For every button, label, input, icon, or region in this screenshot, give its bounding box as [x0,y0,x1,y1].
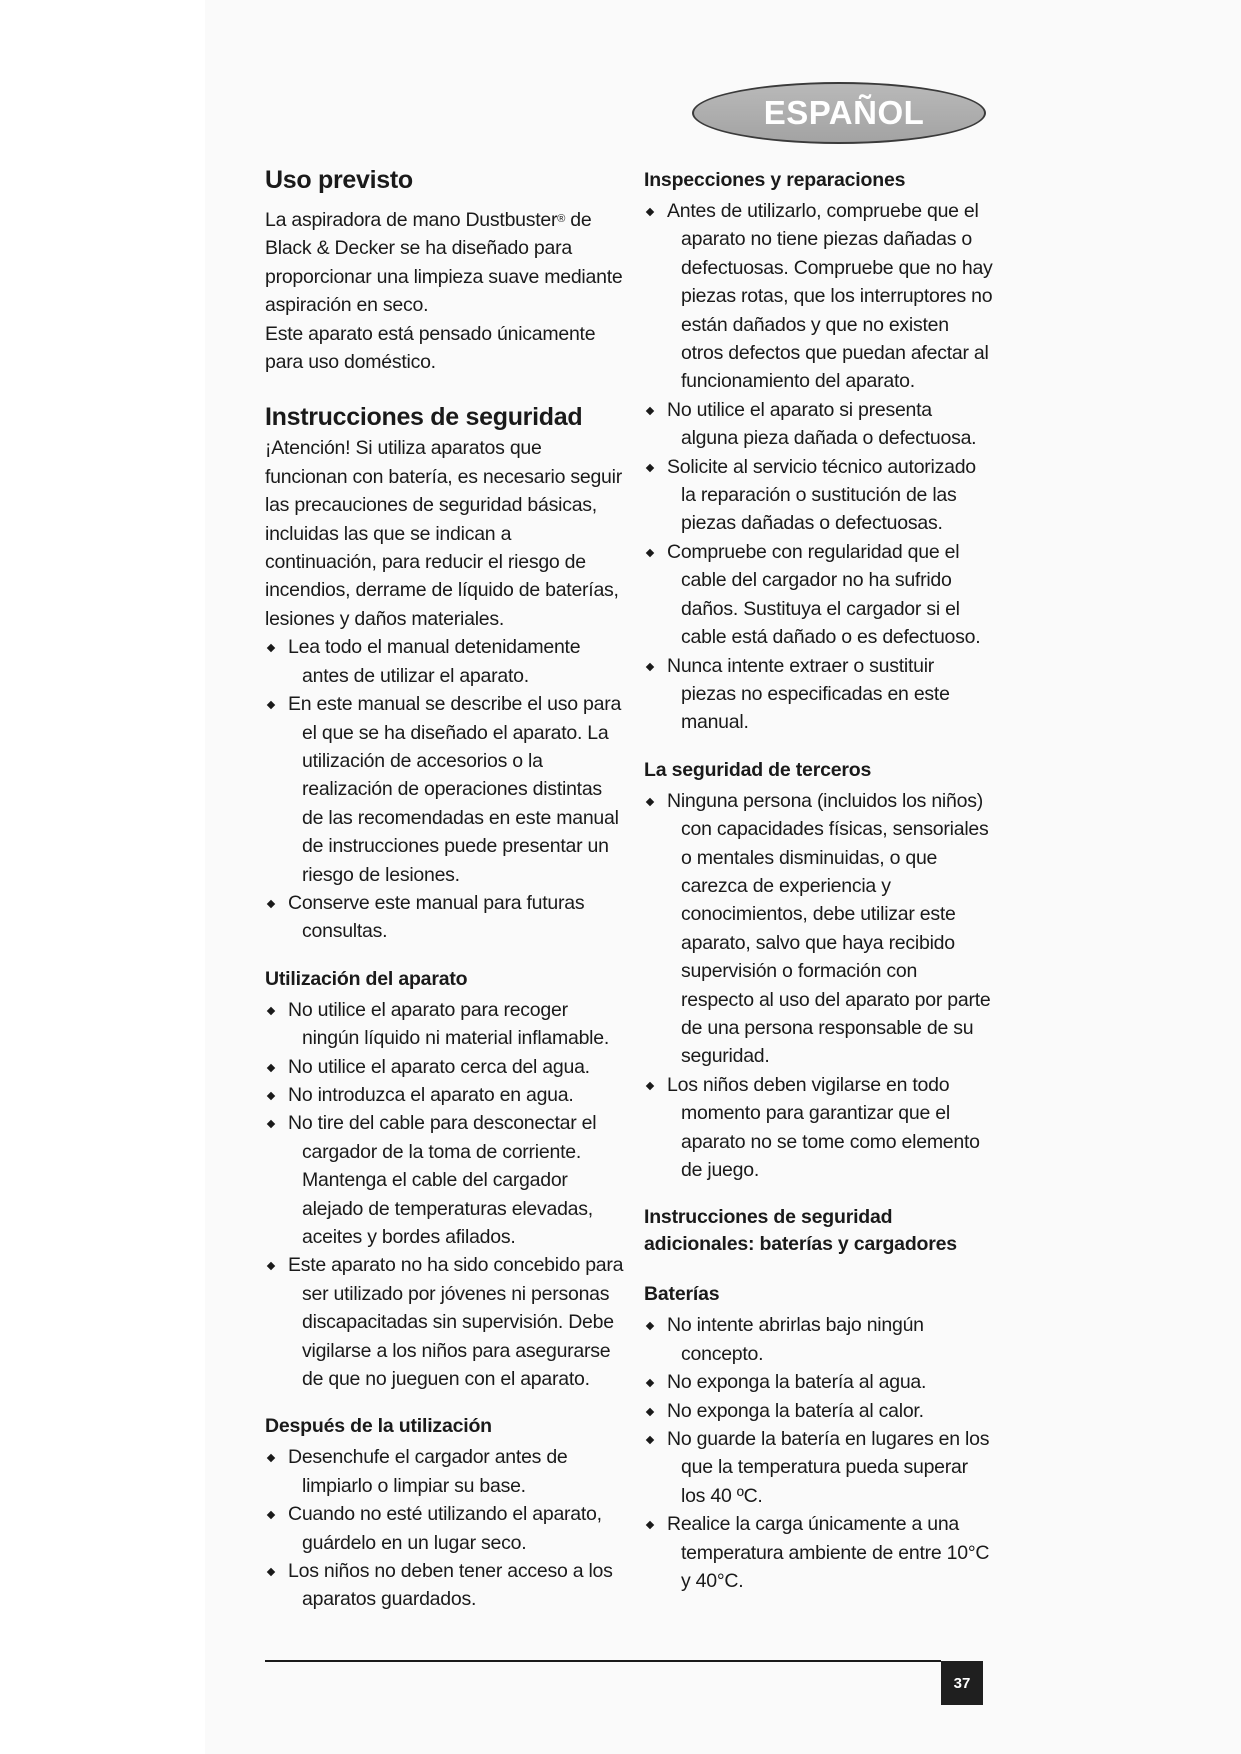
uso-previsto-heading: Uso previsto [265,166,413,194]
list-item: Cuando no esté utilizando el aparato, guárdelo en un lugar seco. [265,1500,625,1557]
page-number [941,1661,983,1705]
list-item: En este manual se describe el uso para el que se ha diseñado el aparato. La utilización de accesorios o la realización de operaciones distintas de las recomendadas en este manual de instrucciones puede presentar un riesgo de lesiones. [265,690,625,889]
uso-previsto-paragraph [265,205,625,320]
list-item: Conserve este manual para futuras consultas. [265,889,625,946]
list-item: No exponga la batería al calor. [644,1397,994,1425]
atencion-paragraph [265,434,625,633]
list-item: Solicite al servicio técnico autorizado la reparación o sustitución de las piezas dañadas o defectuosas. [644,453,994,538]
list-item: Desenchufe el cargador antes de limpiarlo o limpiar su base. [265,1443,625,1500]
adicionales-heading-line1: Instrucciones de seguridad [644,1206,893,1229]
list-item: Compruebe con regularidad que el cable del cargador no ha sufrido daños. Sustituya el cargador si el cable está dañado o es defectuoso. [644,538,994,652]
baterias-heading: Baterías [644,1283,720,1306]
utilizacion-list [265,996,625,1394]
despues-heading: Después de la utilización [265,1415,492,1438]
list-item: Lea todo el manual detenidamente antes de utilizar el aparato. [265,633,625,690]
list-item: No utilice el aparato para recoger ningún líquido ni material inflamable. [265,996,625,1053]
list-item: Ninguna persona (incluidos los niños) con capacidades físicas, sensoriales o mentales disminuidas, o que carezca de experiencia y conocimientos, debe utilizar este aparato, salvo que haya recibido supervisión o formación con respecto al uso del aparato por parte de una persona responsable de su seguridad. [644,787,994,1071]
inspecciones-heading: Inspecciones y reparaciones [644,169,906,191]
list-item: No intente abrirlas bajo ningún concepto. [644,1311,994,1368]
baterias-list [644,1311,994,1595]
registered-mark: ® [557,213,566,225]
page-number-label: 37 [953,1674,971,1692]
adicionales-heading-line2: adicionales: baterías y cargadores [644,1233,957,1256]
despues-list [265,1443,625,1613]
list-item: No utilice el aparato si presenta alguna pieza dañada o defectuosa. [644,396,994,453]
list-item: Antes de utilizarlo, compruebe que el aparato no tiene piezas dañadas o defectuosas. Compruebe que no hay piezas rotas, que los interruptores no están dañados y que no existen otros defectos que puedan afectar al funcionamiento del aparato. [644,197,994,396]
terceros-heading: La seguridad de terceros [644,758,872,781]
list-item: No guarde la batería en lugares en los que la temperatura pueda superar los 40 ºC. [644,1425,994,1510]
atencion-label: ¡Atención! [265,437,351,460]
atencion-text: Si utiliza aparatos que funcionan con batería, es necesario seguir las precauciones de seguridad básicas, incluidas las que se indican a continuación, para reducir el riesgo de incendios, derrame de líquido de baterías, lesiones y daños materiales. [265,437,622,630]
right-column [644,167,994,1595]
list-item: No tire del cable para desconectar el cargador de la toma de corriente. Mantenga el cable del cargador alejado de temperaturas elevadas, aceites y bordes afilados. [265,1109,625,1251]
list-item: No exponga la batería al agua. [644,1368,994,1396]
language-badge [692,82,986,144]
list-item: Los niños no deben tener acceso a los aparatos guardados. [265,1557,625,1614]
utilizacion-heading: Utilización del aparato [265,967,468,990]
inspecciones-list [644,197,994,737]
list-item: No introduzca el aparato en agua. [265,1081,625,1109]
terceros-list [644,787,994,1185]
language-label: ESPAÑOL [763,94,925,131]
uso-text-end: de Black & Decker se ha diseñado para proporcionar una limpieza suave mediante aspiración en seco. [265,209,623,317]
list-item: Este aparato no ha sido concebido para ser utilizado por jóvenes ni personas discapacitadas sin supervisión. Debe vigilarse a los niños para asegurarse de que no jueguen con el aparato. [265,1251,625,1393]
list-item: Realice la carga únicamente a una temperatura ambiente de entre 10°C y 40°C. [644,1510,994,1595]
list-item: Los niños deben vigilarse en todo momento para garantizar que el aparato no se tome como elemento de juego. [644,1071,994,1185]
left-column [265,165,625,1614]
adicionales-heading [644,1204,994,1258]
seguridad-list [265,633,625,945]
instrucciones-seguridad-heading: Instrucciones de seguridad [265,403,583,432]
footer-rule [265,1660,941,1662]
list-item: Nunca intente extraer o sustituir piezas no especificadas en este manual. [644,652,994,737]
list-item: No utilice el aparato cerca del agua. [265,1053,625,1081]
uso-text-start: La aspiradora de mano Dustbuster [265,209,558,231]
uso-domestico-paragraph: Este aparato está pensado únicamente para uso doméstico. [265,322,596,374]
